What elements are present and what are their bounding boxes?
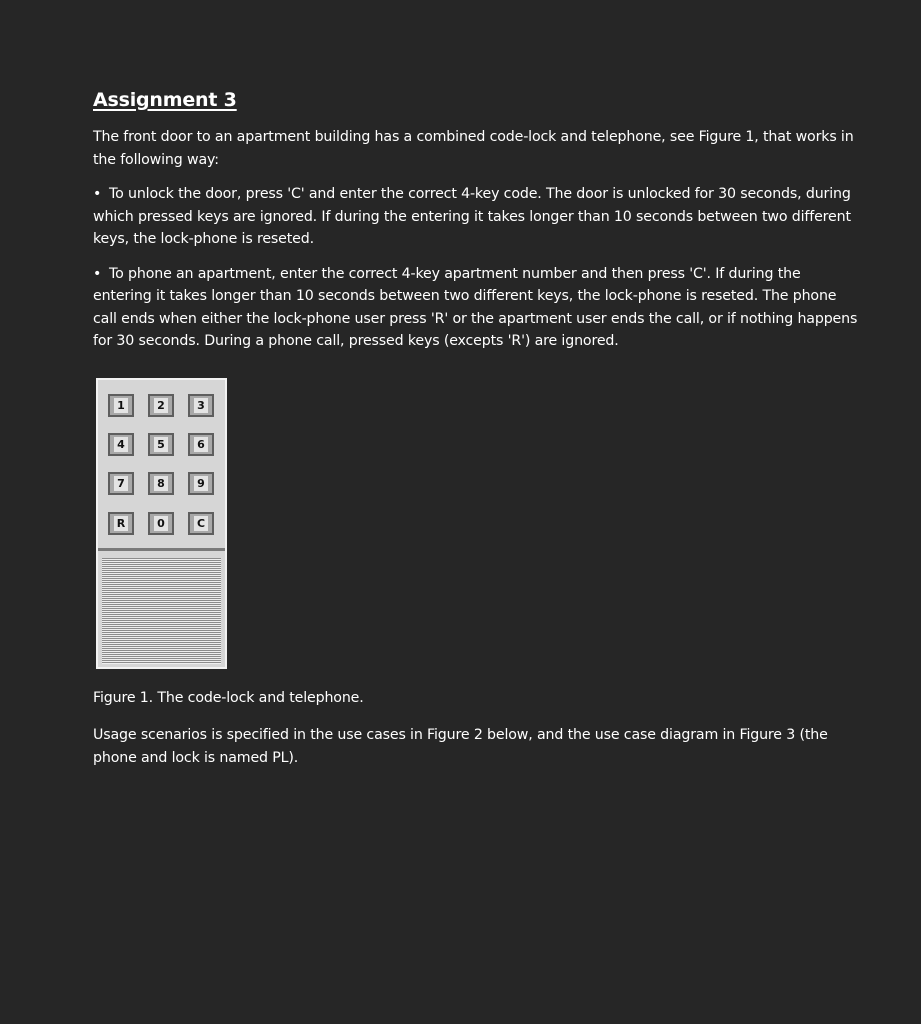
key-3: 3 xyxy=(188,394,214,417)
bullet-unlock-text: To unlock the door, press 'C' and enter the correct 4-key code. The door is unlocked for 30 seconds, during which pressed keys are ignored. If during the entering it takes longer than 10 seconds between two different keys, the lock-phone is reseted. xyxy=(93,186,851,247)
key-9: 9 xyxy=(188,472,214,495)
key-6: 6 xyxy=(188,433,214,456)
key-1: 1 xyxy=(108,394,134,417)
bullet-icon: • xyxy=(93,186,102,202)
keypad xyxy=(108,394,218,544)
intro-paragraph: The front door to an apartment building has a combined code-lock and telephone, see Figure 1, that works in the following way: xyxy=(93,129,854,168)
key-4: 4 xyxy=(108,433,134,456)
key-8: 8 xyxy=(148,472,174,495)
key-7: 7 xyxy=(108,472,134,495)
key-c: C xyxy=(188,512,214,535)
speaker-grille xyxy=(102,558,221,664)
document-body xyxy=(93,88,863,365)
bullet-unlock xyxy=(93,183,863,251)
key-0: 0 xyxy=(148,512,174,535)
code-lock-figure xyxy=(96,378,227,669)
assignment-heading: Assignment 3 xyxy=(93,89,237,111)
figure-caption: Figure 1. The code-lock and telephone. xyxy=(93,690,364,706)
key-5: 5 xyxy=(148,433,174,456)
bullet-icon: • xyxy=(93,265,102,282)
key-2: 2 xyxy=(148,394,174,417)
bullet-phone-text: To phone an apartment, enter the correct 4-key apartment number and then press 'C'. If during the entering it takes longer than 10 seconds between two different keys, the lock-phone is reseted. The phone call ends when either the lock-phone user press 'R' or the apartment user ends the call, or if nothing happens for 30 seconds. During a phone call, pressed keys (excepts 'R') are ignored. xyxy=(93,265,858,349)
key-r: R xyxy=(108,512,134,535)
bullet-phone xyxy=(93,263,863,353)
usage-paragraph: Usage scenarios is specified in the use cases in Figure 2 below, and the use case diagram in Figure 3 (the phone and lock is named PL). xyxy=(93,727,828,766)
panel-divider xyxy=(98,548,225,551)
